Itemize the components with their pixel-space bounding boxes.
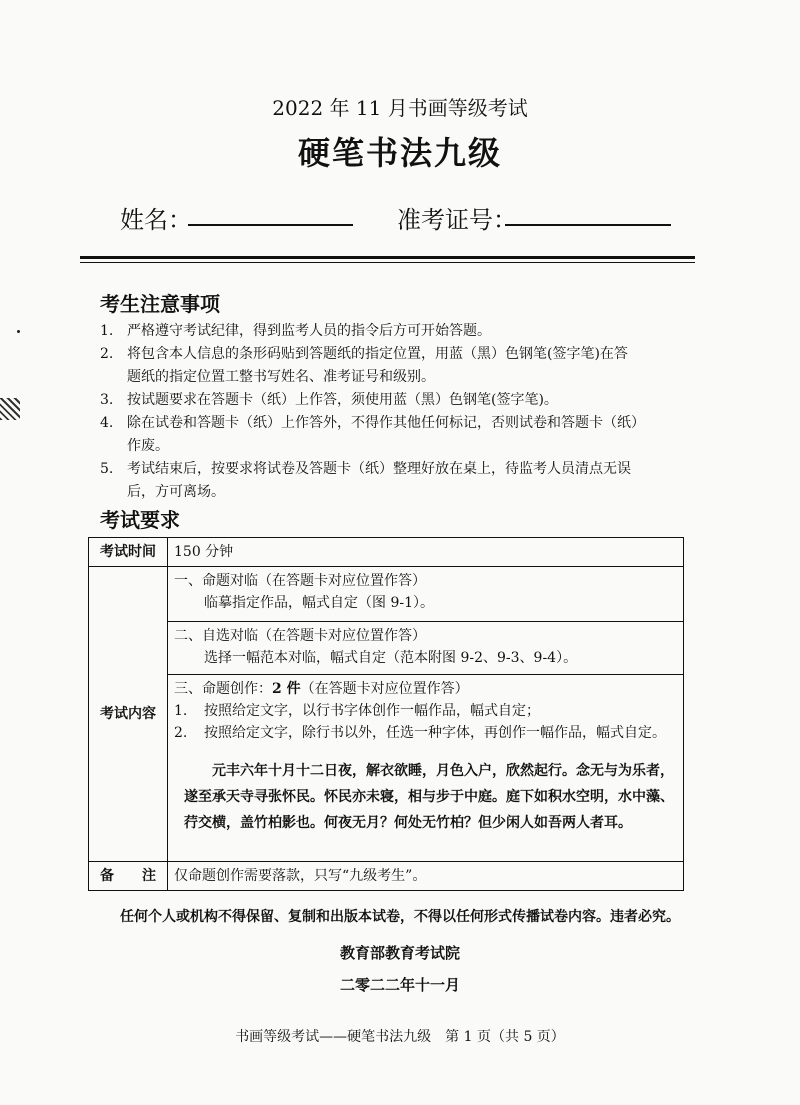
table-row [89, 567, 684, 622]
requirements-heading: 考试要求 [100, 508, 180, 532]
notice-item-num: 5. [100, 461, 114, 477]
issuer: 教育部教育考试院 [339, 944, 460, 962]
notice-item-num: 1. [100, 323, 114, 339]
scan-mark-hatch [0, 398, 20, 420]
part3-title-prefix: 三、命题创作： [174, 681, 272, 697]
part3-cell [168, 675, 684, 862]
time-label: 考试时间 [89, 538, 168, 567]
notice-item-line: 后，方可离场。 [127, 484, 225, 500]
part3-item-1-text: 按照给定文字，以行书字体创作一幅作品，幅式自定； [204, 703, 540, 719]
notice-item [100, 343, 690, 389]
notice-item-line: 作废。 [127, 438, 169, 454]
page-footer: 书画等级考试——硬笔书法九级 第 1 页（共 5 页） [235, 1029, 565, 1045]
remark-label: 备 注 [89, 862, 168, 891]
notice-item [100, 320, 690, 343]
part3-item-2 [174, 722, 677, 744]
part2-title: 二、自选对临（在答题卡对应位置作答） [174, 628, 426, 644]
time-value: 150 分钟 [168, 538, 684, 567]
notice-item-num: 2. [100, 346, 114, 362]
notices-heading: 考生注意事项 [100, 292, 220, 316]
name-blank[interactable] [188, 224, 353, 226]
part3-item-1 [174, 700, 677, 722]
id-label: 准考证号： [397, 206, 517, 234]
part1-title: 一、命题对临（在答题卡对应位置作答） [174, 573, 426, 589]
divider-thin [80, 262, 695, 263]
notice-item [100, 412, 690, 458]
exam-title: 2022 年 11 月书画等级考试 [272, 96, 528, 120]
part3-item-2-text: 按照给定文字，除行书以外，任选一种字体，再创作一幅作品，幅式自定。 [204, 725, 666, 741]
part2-detail: 选择一幅范本对临，幅式自定（范本附图 9-2、9-3、9-4）。 [204, 650, 578, 666]
part3-count: 2 件 [272, 681, 301, 697]
part1-cell [168, 567, 684, 622]
notice-item-line: 考试结束后，按要求将试卷及答题卡（纸）整理好放在桌上，待监考人员清点无误 [127, 461, 631, 477]
table-row [89, 538, 684, 567]
part2-cell [168, 622, 684, 675]
id-blank[interactable] [505, 224, 671, 226]
notice-item-num: 3. [100, 392, 114, 408]
notice-list [100, 320, 690, 504]
name-label: 姓名： [120, 206, 192, 234]
issue-date: 二零二二年十一月 [339, 976, 460, 994]
notice-item-num: 4. [100, 415, 114, 431]
part3-item-2-num: 2. [174, 725, 188, 741]
notice-item-line: 题纸的指定位置工整书写姓名、准考证号和级别。 [127, 369, 435, 385]
notice-item-line: 除在试卷和答题卡（纸）上作答外，不得作其他任何标记，否则试卷和答题卡（纸） [127, 415, 645, 431]
table-row [89, 675, 684, 862]
table-row [89, 622, 684, 675]
part3-title-suffix: （在答题卡对应位置作答） [300, 681, 469, 697]
part3-item-1-num: 1. [174, 703, 188, 719]
requirements-table [88, 537, 684, 891]
part3-title [174, 678, 677, 700]
notice-item-line: 将包含本人信息的条形码贴到答题纸的指定位置，用蓝（黑）色钢笔(签字笔)在答 [127, 346, 628, 362]
part1-detail: 临摹指定作品，幅式自定（图 9-1）。 [204, 595, 434, 611]
table-row [89, 862, 684, 891]
content-label: 考试内容 [89, 567, 168, 862]
remark-value: 仅命题创作需要落款，只写“九级考生”。 [168, 862, 684, 891]
subject-title: 硬笔书法九级 [297, 134, 502, 172]
scan-speck [17, 330, 20, 333]
notice-item-line: 严格遵守考试纪律，得到监考人员的指令后方可开始答题。 [127, 323, 491, 339]
notice-item [100, 389, 690, 412]
copyright-notice: 任何个人或机构不得保留、复制和出版本试卷，不得以任何形式传播试卷内容。违者必究。 [120, 909, 680, 925]
notice-item-line: 按试题要求在答题卡（纸）上作答，须使用蓝（黑）色钢笔(签字笔)。 [127, 392, 558, 408]
divider-thick [80, 256, 695, 259]
given-text-passage: 元丰六年十月十二日夜，解衣欲睡，月色入户，欣然起行。念无与为乐者，遂至承天寺寻张怀民。怀民亦未寝，相与步于中庭。庭下如积水空明，水中藻、荇交横，盖竹柏影也。何夜无月？何处无竹柏？但少闲人如吾两人者耳。 [184, 763, 674, 831]
notice-item [100, 458, 690, 504]
